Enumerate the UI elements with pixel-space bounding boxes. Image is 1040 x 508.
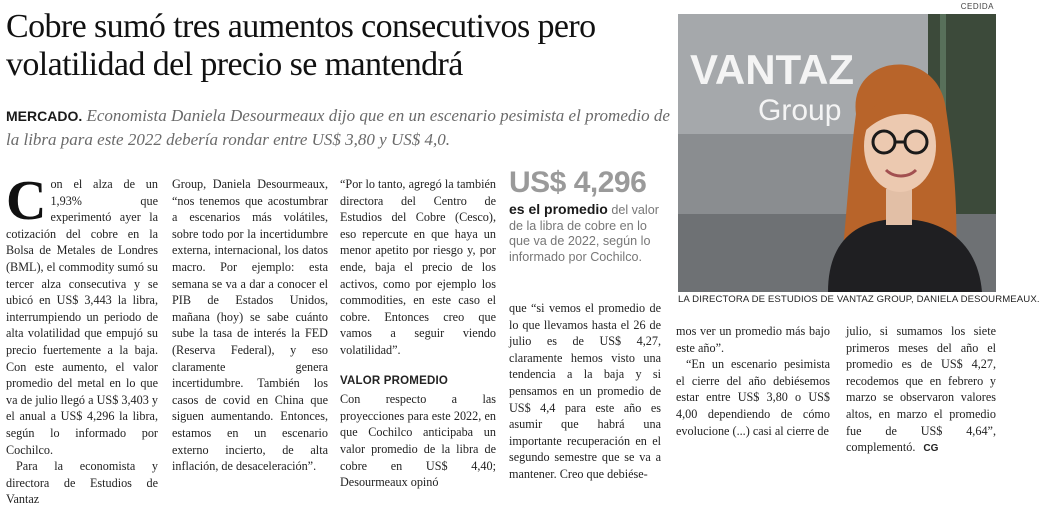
sign-group: Group [758, 94, 842, 127]
drop-cap: C [6, 170, 47, 232]
paragraph-3: Group, Daniela Desourmeaux, “nos tenemos que acostumbrar a escenarios más volátiles, sobre todo por la incertidumbre externa, internacional, los datos macro. Por ejemplo: esta semana se va a dar a conocer el PIB de Estados Unidos, mañana (hoy) se sabe cuánto sube la tasa de interés la FED (Reserva Federal), y eso claramente genera incertidumbre. También los casos de covid en China que siguen aumentando. Entonces, estamos en un escenario externo incierto, de alta inflación, de desaceleración”. [172, 177, 328, 474]
paragraph-4: “Por lo tanto, agregó la también directora del Centro de Estudios del Cobre (Cesco), eso repercute en que haya un menor apetito por riesgo y, por ende, baja el precio de los activos, como por ejemplo los commodities, en este caso el cobre. Entonces creo que vamos a seguir viendo volatilidad”. [340, 177, 496, 357]
paragraph-intro [6, 170, 158, 458]
photo-credit: CEDIDA [960, 2, 994, 11]
paragraph-5: Con respecto a las proyecciones para este 2022, en que Cochilco anticipaba un valor promedio de la libra de cobre en US$ 4,40; Desourmeaux opinó [340, 392, 496, 490]
stat-callout [509, 166, 661, 265]
column-4 [509, 300, 661, 483]
paragraph-7: mos ver un promedio más bajo este año”. [676, 324, 830, 355]
column-3 [340, 176, 496, 491]
end-mark: CG [923, 443, 939, 455]
sign-vantaz: VANTAZ [690, 46, 855, 93]
stat-label [509, 202, 661, 265]
portrait-photo [678, 14, 996, 292]
column-1 [6, 170, 158, 508]
closing-text: julio, si sumamos los siete primeros meses del año el promedio es de US$ 4,27, recodemos que en febrero y marzo se observaron valores altos, en marzo el promedio fue de US$ 4,64”, complementó. [846, 324, 996, 455]
paragraph-9 [846, 323, 996, 458]
lead-paragraph [6, 104, 672, 151]
paragraph-6: que “si vemos el promedio de lo que llevamos hasta el 26 de julio es de US$ 4,27, claramente hemos visto una tendencia a la baja y si pensamos en un promedio de US$ 4,4 para este año es asumir que habrá una importante recuperación en el segundo semestre que se va a mantener. Creo que debiése- [509, 301, 661, 481]
stat-value: US$ 4,296 [509, 166, 647, 199]
portrait-illustration [678, 14, 996, 292]
subhead-valor-promedio: VALOR PROMEDIO [340, 374, 449, 387]
lead-text: Economista Daniela Desourmeaux dijo que en un escenario pesimista el promedio de la libra para este 2022 debería rondar entre US$ 3,80 y US$ 4,0. [6, 106, 670, 149]
paragraph-2: Para la economista y directora de Estudios de Vantaz [6, 459, 158, 507]
stat-label-rest: del valor de la libra de cobre en lo que va de 2022, según lo informado por Cochilco. [509, 203, 659, 264]
stat-label-bold: es el promedio [509, 201, 608, 217]
headline: Cobre sumó tres aumentos consecutivos pero volatilidad del precio se mantendrá [6, 8, 596, 83]
photo-caption: LA DIRECTORA DE ESTUDIOS DE VANTAZ GROUP, DANIELA DESOURMEAUX. [678, 294, 1040, 305]
column-5 [676, 323, 830, 439]
paragraph-8: “En un escenario pesimista el cierre del año debiésemos estar entre US$ 3,80 o US$ 4,00 dependiendo de cómo evolucione (...) casi al cierre de [676, 357, 830, 438]
column-2 [172, 176, 328, 475]
column-6 [846, 323, 996, 458]
section-kicker: MERCADO. [6, 108, 83, 124]
intro-text: on el alza de un 1,93% que experimentó ayer la cotización del cobre en la Bolsa de Metales de Londres (BML), el commodity sumó su tercer alza consecutiva y se ubicó en US$ 3,443 la libra, interrumpiendo un periodo de alta volatilidad que empujó su precio fuertemente a la baja. Con este aumento, el valor promedio del metal en lo que va de julio llegó a US$ 3,403 y el anual a US$ 4,296 la libra, según lo informado por Cochilco. [6, 177, 158, 457]
